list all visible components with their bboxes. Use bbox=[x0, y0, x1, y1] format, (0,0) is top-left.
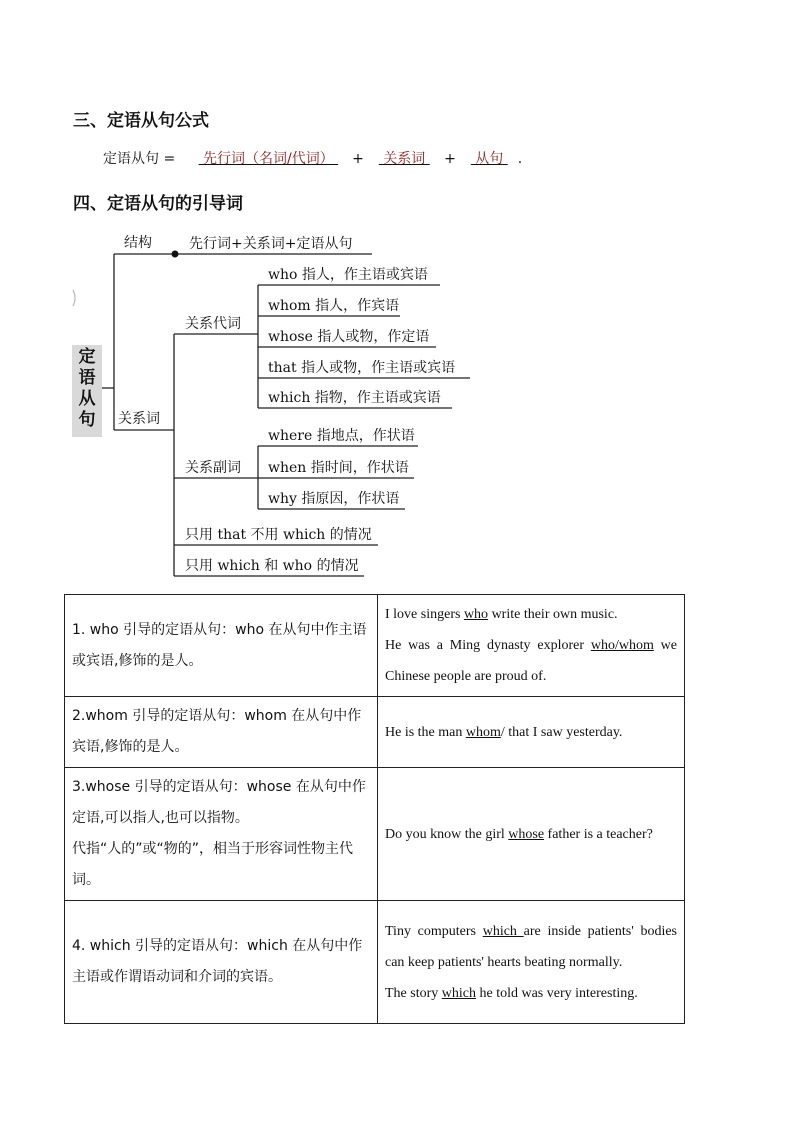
example-cell bbox=[378, 595, 685, 697]
tree-structure-value: 先行词+关系词+定语从句 bbox=[189, 236, 353, 252]
formula-line bbox=[103, 148, 522, 168]
tree-special-2: 只用 which 和 who 的情况 bbox=[185, 558, 359, 574]
tree-pron-item: that 指人或物，作主语或宾语 bbox=[268, 360, 456, 376]
example-sentence: The story which he told was very interesting. bbox=[385, 985, 638, 1001]
blank-relative-word: 关系词 bbox=[378, 151, 430, 167]
example-sentence: He was a Ming dynasty explorer who/whom we Chinese people are proud of. bbox=[385, 638, 678, 684]
table-row bbox=[65, 697, 685, 768]
rule-cell: 4. which 引导的定语从句：which 在从句中作主语或作谓语动词和介词的宾语。 bbox=[65, 901, 378, 1024]
table-row bbox=[65, 901, 685, 1024]
table-row bbox=[65, 595, 685, 697]
tree-root-box bbox=[72, 345, 102, 437]
relative-pronoun-table bbox=[64, 594, 685, 1024]
example-cell: He is the man whom/ that I saw yesterday. bbox=[378, 697, 685, 768]
period: . bbox=[517, 151, 523, 167]
answer-word: who bbox=[463, 607, 489, 622]
formula-lhs: 定语从句 = bbox=[103, 151, 176, 167]
blank-clause: 从句 bbox=[470, 151, 508, 167]
tree-pronoun-label: 关系代词 bbox=[185, 316, 241, 332]
rule-text: 代指“人的”或“物的”，相当于形容词性物主代词。 bbox=[72, 841, 354, 888]
section-4-heading: 四、定语从句的引导词 bbox=[73, 194, 243, 214]
example-sentence: I love singers who write their own music. bbox=[385, 607, 618, 622]
blank-antecedent: 先行词（名词/代词） bbox=[198, 151, 339, 167]
tree-adv-item: where 指地点，作状语 bbox=[268, 428, 415, 444]
tree-structure-label: 结构 bbox=[124, 235, 152, 251]
tree-special-1: 只用 that 不用 which 的情况 bbox=[185, 527, 372, 543]
answer-word: which bbox=[482, 923, 524, 939]
rule-cell: 2.whom 引导的定语从句：whom 在从句中作宾语,修饰的是人。 bbox=[65, 697, 378, 768]
answer-word: whose bbox=[508, 826, 545, 842]
tree-pron-item: which 指物，作主语或宾语 bbox=[268, 390, 441, 406]
plus-sign: + bbox=[352, 151, 364, 167]
plus-sign: + bbox=[444, 151, 456, 167]
answer-word: whom bbox=[465, 724, 501, 740]
answer-word: which bbox=[441, 985, 476, 1001]
tree-pron-item: whom 指人，作宾语 bbox=[268, 298, 400, 314]
section-3-heading: 三、定语从句公式 bbox=[73, 111, 209, 131]
table-row bbox=[65, 768, 685, 901]
rule-cell bbox=[65, 768, 378, 901]
tree-pron-item: who 指人，作主语或宾语 bbox=[268, 267, 428, 283]
tree-relword-label: 关系词 bbox=[118, 411, 160, 427]
example-cell: Do you know the girl whose father is a teacher? bbox=[378, 768, 685, 901]
example-cell bbox=[378, 901, 685, 1024]
tree-pron-item: whose 指人或物，作定语 bbox=[268, 329, 430, 345]
rule-cell: 1. who 引导的定语从句：who 在从句中作主语或宾语,修饰的是人。 bbox=[65, 595, 378, 697]
rule-text: 3.whose 引导的定语从句：whose 在从句中作定语,可以指人,也可以指物。 bbox=[72, 779, 366, 826]
example-sentence: Tiny computers which are inside patients' bodies can keep patients' hearts beating normally. bbox=[385, 923, 677, 970]
tree-adv-item: when 指时间，作状语 bbox=[268, 460, 409, 476]
tree-adverb-label: 关系副词 bbox=[185, 460, 241, 476]
tree-root-label: 定语从句 bbox=[78, 347, 96, 430]
answer-word: who/whom bbox=[590, 638, 654, 653]
tree-adv-item: why 指原因，作状语 bbox=[268, 491, 400, 507]
